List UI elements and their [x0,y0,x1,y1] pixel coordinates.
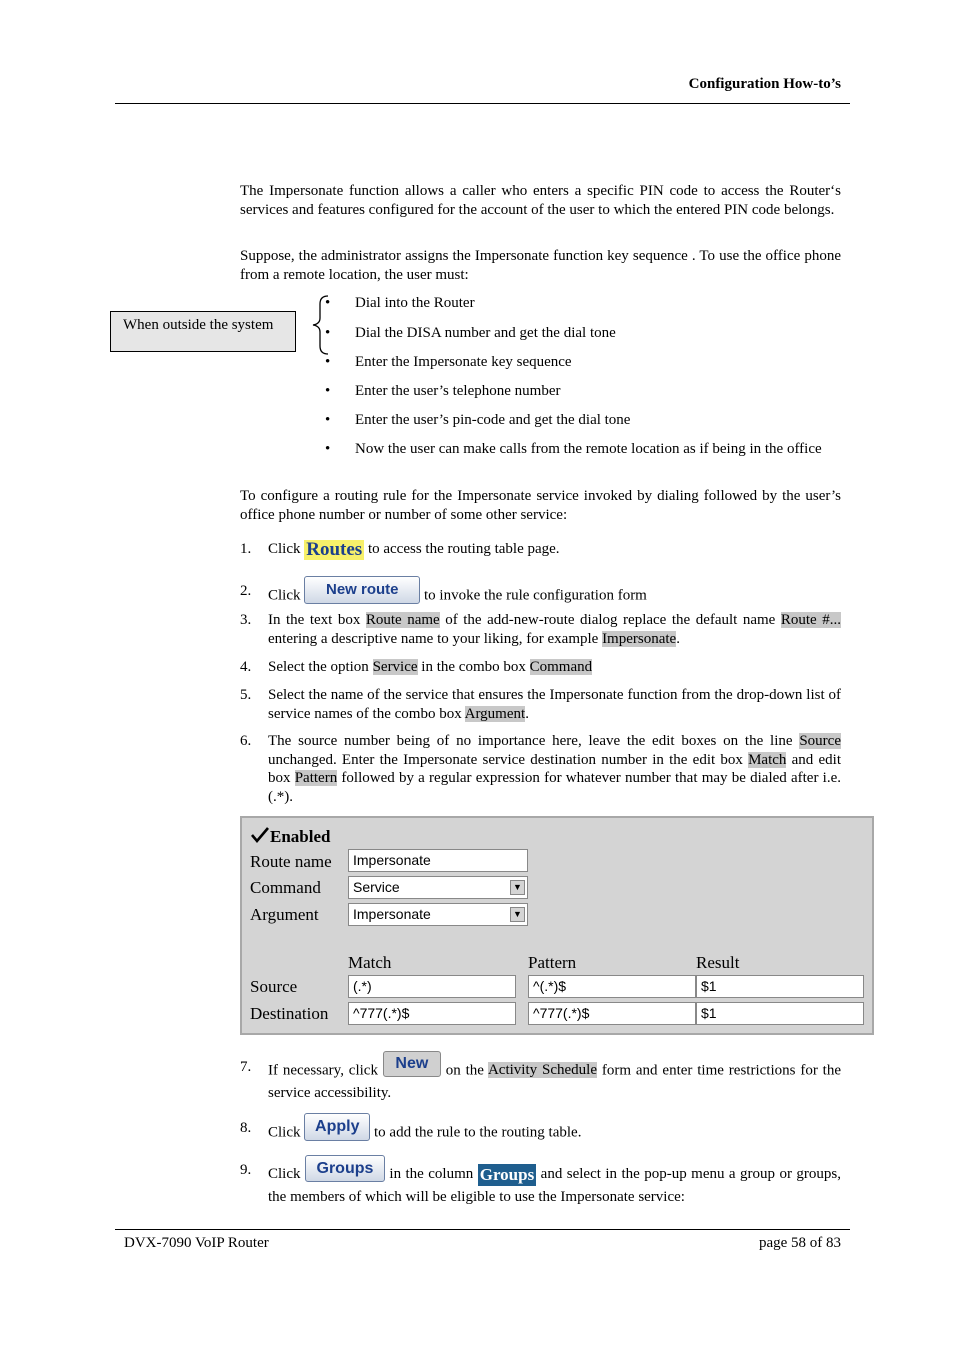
enabled-label: Enabled [270,827,331,846]
step-text-part: followed by a regular expression for whatever number that may be dialed after i.e. (.*). [268,770,842,805]
step-text-part: and edit box [268,751,841,786]
source-label: Source [250,977,298,996]
service-ref: Service [372,659,418,675]
step-text [268,658,841,677]
destination-match-input[interactable]: ^777(.*)$ [348,1002,516,1025]
step-text-part: In the text box [268,612,366,628]
bullet-icon: • [325,441,331,457]
argument-ref: Argument [464,705,526,722]
step-text-part: in the column [384,1165,478,1182]
step-text [268,540,841,560]
step-text-part: of the add-new-route dialog replace the default name [439,612,781,628]
step-text-part: Select the name of the service that ensures the Impersonate function from the drop-down list of service names of the combo box [268,687,841,722]
pattern-column-header: Pattern [528,953,577,972]
intro-paragraph-2: Suppose, the administrator assigns the Impersonate function key sequence . To use the office phone from a remote location, the user must: [240,248,841,283]
step-text-part: unchanged. Enter the Impersonate service destination number in the edit box [268,751,749,768]
step-text-part: The source number being of no importance here, leave the edit boxes on the line [268,733,800,749]
enabled-checkbox[interactable] [250,826,270,849]
step-number: 5. [240,687,252,703]
source-result-input[interactable]: $1 [696,975,864,998]
match-column-header: Match [348,953,392,972]
chevron-down-icon[interactable]: ▼ [510,907,525,922]
page-header-title: Configuration How-to’s [688,76,841,92]
list-item-text: Enter the user’s pin-code and get the dial tone [355,412,631,428]
header-rule [115,103,850,104]
step-text [268,582,841,610]
list-item-text: Enter the Impersonate key sequence [355,354,572,370]
command-select-value: Service [353,879,400,895]
bullet-icon: • [325,412,331,428]
bullet-icon: • [325,295,331,311]
list-item-text: Now the user can make calls from the remote location as if being in the office [355,441,822,457]
step-text [268,1161,841,1207]
activity-schedule-ref: Activity Schedule [487,1062,597,1079]
source-ref: Source [799,733,841,749]
footer-product-name: DVX-7090 VoIP Router [124,1235,269,1251]
step-text-post: to access the routing table page. [367,541,560,557]
list-item-text: Enter the user’s telephone number [355,383,561,399]
step-text-part: Click [268,1165,301,1182]
chevron-down-icon[interactable]: ▼ [510,880,525,895]
config-intro-paragraph: To configure a routing rule for the Impersonate service invoked by dialing followed by the user’s office phone number or number of some other service: [240,488,841,523]
step-text [268,1055,842,1103]
step-number: 3. [240,612,252,628]
groups-column-header: Groups [479,1164,535,1184]
step-number: 1. [240,541,252,557]
match-ref: Match [748,751,787,768]
step-text-part: and select in the pop-up menu a group or groups, the members of which will be eligible to use the Impersonate service: [268,1165,841,1205]
destination-pattern-input[interactable]: ^777(.*)$ [528,1002,696,1025]
step-text-pre: Click [268,541,301,557]
bullet-icon: • [325,383,331,399]
step-text [268,732,841,806]
step-text-post: to add the rule to the routing table. [374,1124,582,1141]
intro-paragraph-1: The Impersonate function allows a caller who enters a specific PIN code to access the Router‘s services and features configured for the account of the user to which the entered PIN code belongs. [240,183,841,218]
step-text-pre: Click [268,1124,301,1141]
impersonate-ref: Impersonate [602,630,677,647]
step-text-part: . [676,630,680,647]
command-ref: Command [529,659,593,675]
step-text [268,611,841,648]
step-text [268,686,841,723]
routes-button[interactable]: Routes [306,539,363,560]
route-name-ref: Route name [365,612,440,628]
route-config-form [240,816,874,1035]
checkmark-icon [250,826,270,844]
new-schedule-button[interactable]: New [383,1051,441,1077]
apply-button[interactable]: Apply [304,1113,370,1141]
argument-label: Argument [250,905,319,924]
step-number: 2. [240,583,252,599]
step-text-part: Select the option [268,659,373,675]
step-text-post: to invoke the rule configuration form [424,587,647,604]
step-text-part: on the [440,1062,488,1079]
command-label: Command [250,878,321,897]
step-text-part: . [525,705,529,722]
route-name-label: Route name [250,852,332,871]
step-number: 4. [240,659,252,675]
step-text-part: If necessary, click [268,1062,378,1079]
step-text-pre: Click [268,587,301,604]
list-item-text: Dial into the Router [355,295,475,311]
footer-rule [115,1229,850,1230]
bullet-icon: • [325,354,331,370]
destination-result-input[interactable]: $1 [696,1002,864,1025]
command-select[interactable] [348,876,528,899]
source-match-input[interactable]: (.*) [348,975,516,998]
pattern-ref: Pattern [294,770,338,786]
result-column-header: Result [696,953,740,972]
bullet-icon: • [325,325,331,341]
argument-select-value: Impersonate [353,906,431,922]
step-text-part: entering a descriptive name to your liking, for example [268,630,603,647]
argument-select[interactable] [348,903,528,926]
groups-button[interactable]: Groups [305,1155,385,1182]
step-number: 6. [240,733,252,749]
step-number: 9. [240,1162,252,1178]
list-item-text: Dial the DISA number and get the dial tone [355,325,616,341]
step-text-part: in the combo box [417,659,530,675]
destination-label: Destination [250,1004,329,1023]
route-name-input[interactable]: Impersonate [348,849,528,872]
source-pattern-input[interactable]: ^(.*)$ [528,975,696,998]
footer-page-number: page 58 of 83 [758,1235,841,1251]
step-text-part: form and enter time restrictions for the service accessibility. [268,1062,842,1101]
new-route-button[interactable]: New route [304,576,420,604]
step-number: 7. [240,1059,252,1075]
step-number: 8. [240,1120,252,1136]
step-text [268,1119,841,1147]
outside-system-callout: When outside the system [110,311,296,352]
default-route-name-ref: Route #... [780,612,841,628]
